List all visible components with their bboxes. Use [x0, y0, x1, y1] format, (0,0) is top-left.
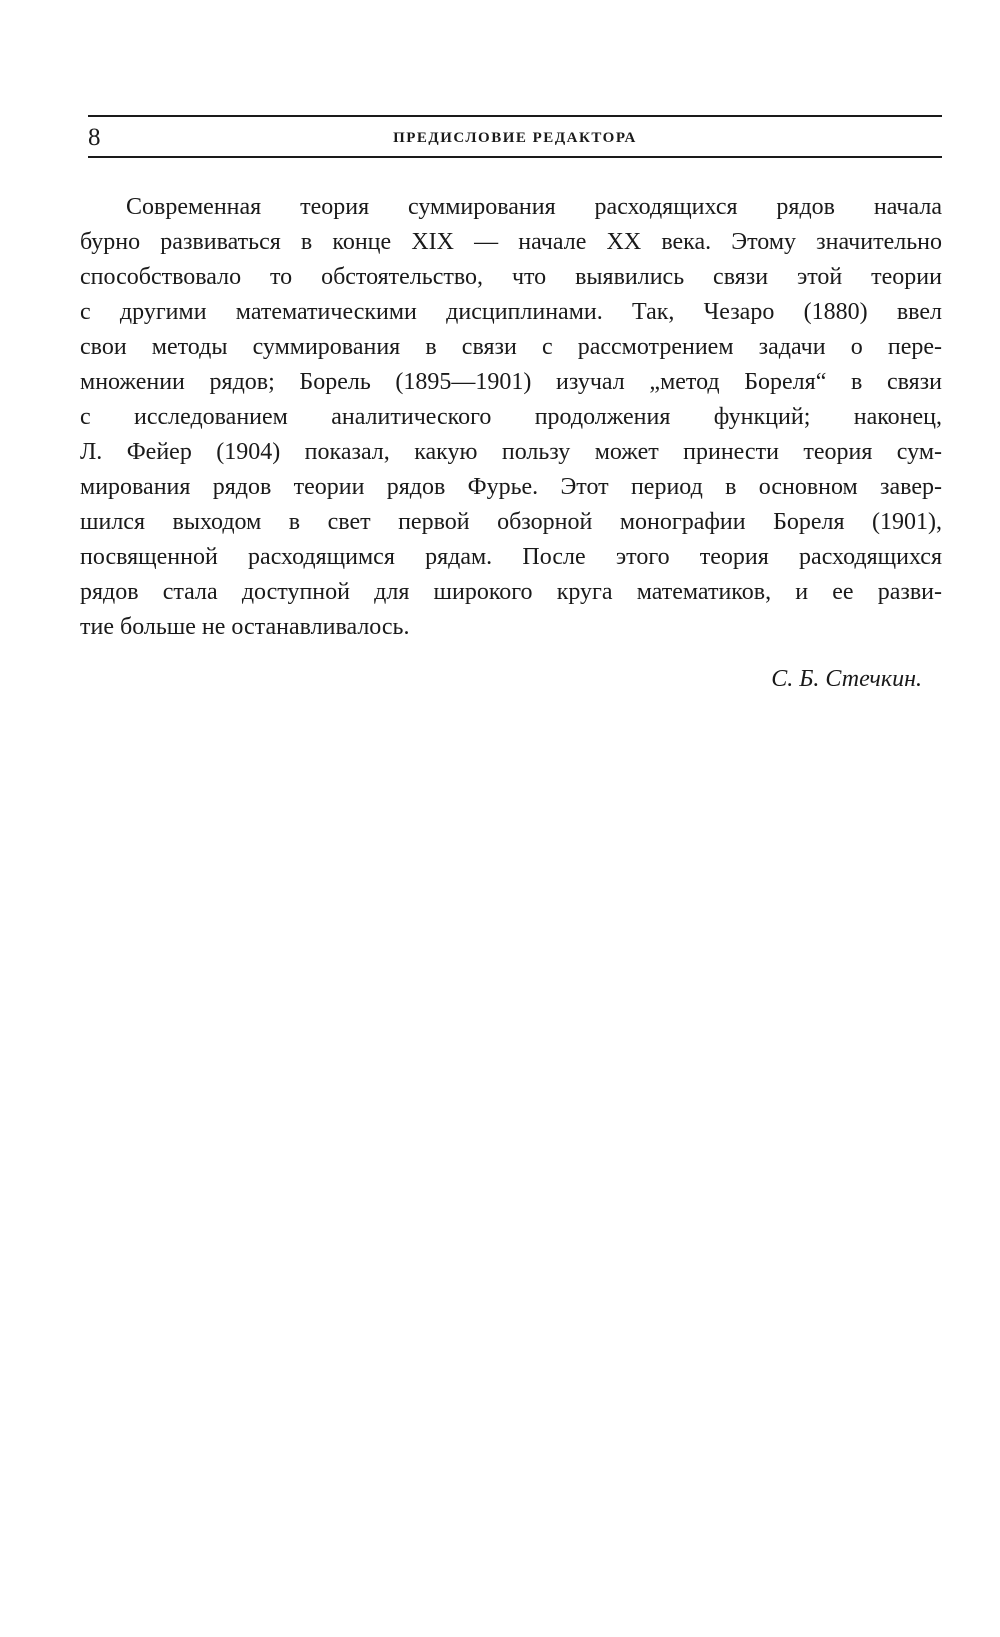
text-line: рядов стала доступной для широкого круга математиков, и ее разви-	[80, 579, 942, 605]
text-line: тие больше не останавливалось.	[80, 614, 410, 640]
page-number: 8	[88, 124, 101, 151]
text-line: Современная теория суммирования расходящихся рядов начала	[126, 194, 942, 220]
text-line: с другими математическими дисциплинами. Так, Чезаро (1880) ввел	[80, 299, 942, 325]
text-line: мирования рядов теории рядов Фурье. Этот период в основном завер-	[80, 474, 942, 500]
body-paragraph	[80, 190, 942, 645]
section-title: ПРЕДИСЛОВИЕ РЕДАКТОРА	[393, 130, 637, 146]
running-head	[88, 122, 942, 154]
author-signature: С. Б. Стечкин.	[771, 666, 922, 692]
text-line: свои методы суммирования в связи с рассмотрением задачи о пере-	[80, 334, 942, 360]
text-line: множении рядов; Борель (1895—1901) изучал „метод Бореля“ в связи	[80, 369, 942, 395]
text-line: шился выходом в свет первой обзорной монографии Бореля (1901),	[80, 509, 942, 535]
text-line: посвященной расходящимся рядам. После этого теория расходящихся	[80, 544, 942, 570]
text-line: Л. Фейер (1904) показал, какую пользу может принести теория сум-	[80, 439, 942, 465]
text-line: с исследованием аналитического продолжения функций; наконец,	[80, 404, 942, 430]
text-line: способствовало то обстоятельство, что выявились связи этой теории	[80, 264, 942, 290]
header-rule-top	[88, 115, 942, 117]
header-rule-bottom	[88, 156, 942, 158]
text-line: бурно развиваться в конце XIX — начале XX века. Этому значительно	[80, 229, 942, 255]
